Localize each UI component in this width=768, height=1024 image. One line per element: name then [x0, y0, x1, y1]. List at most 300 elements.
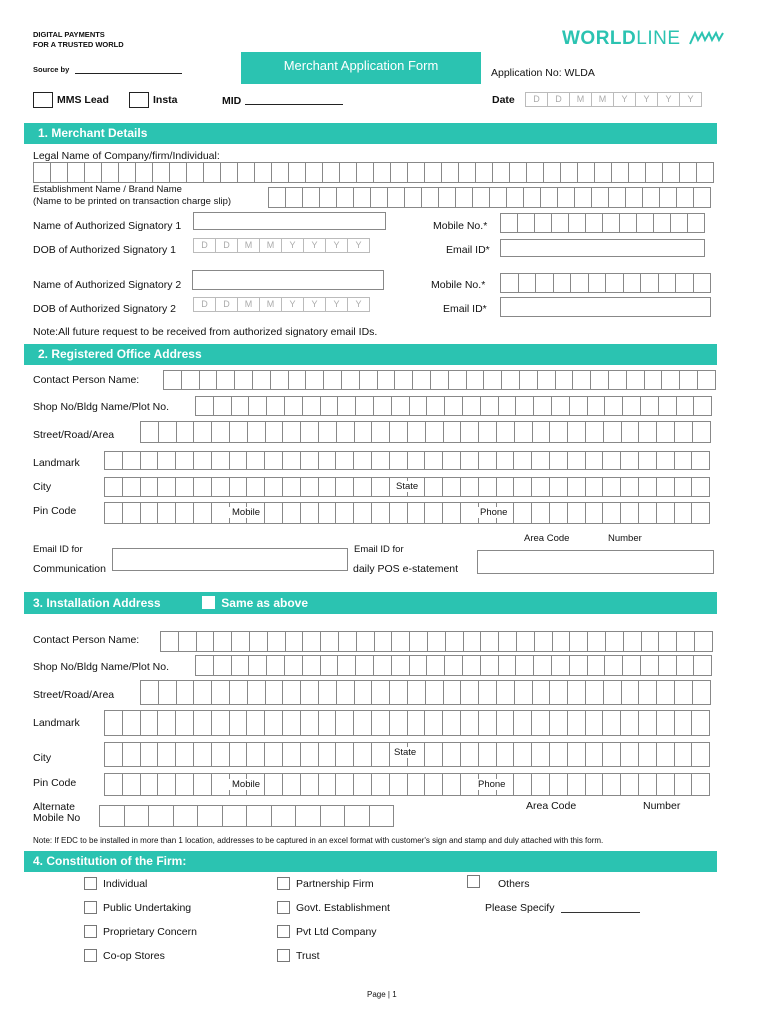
input-cell[interactable] [123, 477, 141, 497]
input-cell[interactable] [657, 421, 675, 443]
input-cell[interactable] [645, 370, 663, 390]
input-cell[interactable] [425, 477, 443, 497]
input-cell[interactable] [473, 187, 490, 208]
input-cell[interactable] [605, 655, 623, 676]
input-cell[interactable] [371, 187, 388, 208]
input-cell[interactable] [303, 187, 320, 208]
input-cell[interactable] [643, 187, 660, 208]
reg-landmark-grid[interactable] [104, 451, 710, 470]
input-cell[interactable] [390, 421, 408, 443]
input-cell[interactable] [514, 710, 532, 736]
input-cell[interactable] [680, 370, 698, 390]
input-cell[interactable] [586, 421, 604, 443]
input-cell[interactable] [301, 710, 319, 736]
input-cell[interactable] [141, 451, 159, 470]
input-cell[interactable] [105, 742, 123, 767]
input-cell[interactable] [177, 421, 195, 443]
input-cell[interactable] [657, 502, 675, 524]
input-cell[interactable] [408, 773, 426, 796]
input-cell[interactable] [479, 421, 497, 443]
input-cell[interactable] [123, 710, 141, 736]
input-cell[interactable] [694, 187, 711, 208]
input-cell[interactable] [688, 213, 705, 233]
input-cell[interactable] [34, 162, 51, 183]
input-cell[interactable] [571, 273, 589, 293]
input-cell[interactable] [141, 710, 159, 736]
input-cell[interactable] [456, 187, 473, 208]
input-cell[interactable] [125, 805, 150, 827]
input-cell[interactable] [303, 396, 321, 416]
input-cell[interactable] [642, 631, 660, 652]
input-cell[interactable] [374, 162, 391, 183]
input-cell[interactable] [675, 680, 693, 705]
input-cell[interactable] [324, 370, 342, 390]
input-cell[interactable] [588, 631, 606, 652]
input-cell[interactable] [301, 451, 319, 470]
input-cell[interactable] [336, 742, 354, 767]
input-cell[interactable] [479, 477, 497, 497]
input-cell[interactable] [283, 451, 301, 470]
input-cell[interactable] [497, 477, 515, 497]
input-cell[interactable] [161, 631, 179, 652]
input-cell[interactable] [230, 421, 248, 443]
input-cell[interactable] [250, 631, 268, 652]
input-cell[interactable] [698, 370, 716, 390]
input-cell[interactable] [187, 162, 204, 183]
auth2-email-field[interactable] [500, 297, 711, 317]
input-cell[interactable] [603, 502, 621, 524]
input-cell[interactable] [303, 631, 321, 652]
input-cell[interactable] [675, 477, 693, 497]
input-cell[interactable] [141, 773, 159, 796]
input-cell[interactable] [390, 502, 408, 524]
reg-street-grid[interactable] [140, 421, 711, 443]
auth-signatory-1-field[interactable] [193, 212, 386, 230]
input-cell[interactable] [408, 680, 426, 705]
reg-email-communication-field[interactable] [112, 548, 348, 571]
input-cell[interactable] [676, 273, 694, 293]
input-cell[interactable] [621, 710, 639, 736]
input-cell[interactable] [621, 477, 639, 497]
input-cell[interactable] [410, 631, 428, 652]
input-cell[interactable] [609, 370, 627, 390]
input-cell[interactable] [170, 162, 187, 183]
input-cell[interactable] [444, 680, 462, 705]
dob-2-grid[interactable]: D D M M Y Y Y Y [193, 297, 370, 312]
input-cell[interactable] [194, 502, 212, 524]
input-cell[interactable] [445, 396, 463, 416]
input-cell[interactable] [552, 655, 570, 676]
input-cell[interactable] [336, 773, 354, 796]
input-cell[interactable] [532, 742, 550, 767]
input-cell[interactable] [159, 680, 177, 705]
input-cell[interactable] [194, 421, 212, 443]
input-cell[interactable] [463, 396, 481, 416]
input-cell[interactable] [624, 631, 642, 652]
input-cell[interactable] [265, 502, 283, 524]
input-cell[interactable] [675, 773, 693, 796]
input-cell[interactable] [558, 187, 575, 208]
input-cell[interactable] [356, 396, 374, 416]
input-cell[interactable] [230, 710, 248, 736]
input-cell[interactable] [105, 451, 123, 470]
input-cell[interactable] [249, 655, 267, 676]
input-cell[interactable] [606, 273, 624, 293]
input-cell[interactable] [629, 162, 646, 183]
input-cell[interactable] [306, 162, 323, 183]
ins-contact-grid[interactable] [160, 631, 713, 652]
input-cell[interactable] [463, 655, 481, 676]
input-cell[interactable] [694, 273, 712, 293]
input-cell[interactable] [675, 421, 693, 443]
input-cell[interactable] [408, 710, 426, 736]
input-cell[interactable] [372, 680, 390, 705]
input-cell[interactable] [586, 502, 604, 524]
input-cell[interactable] [212, 502, 230, 524]
input-cell[interactable] [158, 710, 176, 736]
input-cell[interactable] [232, 631, 250, 652]
input-cell[interactable] [569, 213, 586, 233]
input-cell[interactable] [176, 477, 194, 497]
input-cell[interactable] [177, 680, 195, 705]
input-cell[interactable] [123, 502, 141, 524]
input-cell[interactable] [141, 477, 159, 497]
input-cell[interactable] [459, 162, 476, 183]
legal-name-grid[interactable] [33, 162, 714, 183]
input-cell[interactable] [390, 451, 408, 470]
input-cell[interactable] [301, 502, 319, 524]
mms-lead-checkbox[interactable] [33, 92, 53, 108]
input-cell[interactable] [586, 680, 604, 705]
input-cell[interactable] [321, 805, 346, 827]
input-cell[interactable] [425, 451, 443, 470]
input-cell[interactable] [378, 370, 396, 390]
input-cell[interactable] [425, 710, 443, 736]
input-cell[interactable] [196, 396, 214, 416]
input-cell[interactable] [340, 162, 357, 183]
input-cell[interactable] [552, 213, 569, 233]
input-cell[interactable] [544, 162, 561, 183]
input-cell[interactable] [355, 421, 373, 443]
input-cell[interactable] [657, 773, 675, 796]
date-grid[interactable]: D D M M Y Y Y Y [525, 92, 702, 107]
input-cell[interactable] [372, 773, 390, 796]
input-cell[interactable] [212, 710, 230, 736]
input-cell[interactable] [659, 273, 677, 293]
input-cell[interactable] [85, 162, 102, 183]
input-cell[interactable] [461, 451, 479, 470]
input-cell[interactable] [568, 710, 586, 736]
auth-signatory-2-field[interactable] [192, 270, 384, 290]
input-cell[interactable] [443, 451, 461, 470]
input-cell[interactable] [425, 742, 443, 767]
input-cell[interactable] [499, 631, 517, 652]
auth2-mobile-grid[interactable] [500, 273, 711, 293]
input-cell[interactable] [692, 710, 710, 736]
input-cell[interactable] [283, 710, 301, 736]
input-cell[interactable] [321, 655, 339, 676]
input-cell[interactable] [479, 710, 497, 736]
input-cell[interactable] [119, 162, 136, 183]
input-cell[interactable] [285, 396, 303, 416]
input-cell[interactable] [589, 273, 607, 293]
input-cell[interactable] [476, 162, 493, 183]
input-cell[interactable] [204, 162, 221, 183]
input-cell[interactable] [550, 421, 568, 443]
input-cell[interactable] [481, 655, 499, 676]
input-cell[interactable] [425, 773, 443, 796]
input-cell[interactable] [621, 773, 639, 796]
input-cell[interactable] [217, 370, 235, 390]
public-undertaking-checkbox[interactable] [84, 901, 97, 914]
input-cell[interactable] [586, 477, 604, 497]
ins-landmark-grid[interactable] [104, 710, 710, 736]
input-cell[interactable] [338, 655, 356, 676]
input-cell[interactable] [336, 710, 354, 736]
input-cell[interactable] [372, 421, 390, 443]
input-cell[interactable] [339, 631, 357, 652]
input-cell[interactable] [443, 502, 461, 524]
input-cell[interactable] [360, 370, 378, 390]
input-cell[interactable] [677, 396, 695, 416]
input-cell[interactable] [319, 502, 337, 524]
input-cell[interactable] [176, 502, 194, 524]
input-cell[interactable] [141, 742, 159, 767]
input-cell[interactable] [532, 710, 550, 736]
input-cell[interactable] [323, 162, 340, 183]
input-cell[interactable] [570, 631, 588, 652]
input-cell[interactable] [357, 162, 374, 183]
input-cell[interactable] [100, 805, 125, 827]
input-cell[interactable] [481, 631, 499, 652]
input-cell[interactable] [345, 805, 370, 827]
input-cell[interactable] [479, 680, 497, 705]
input-cell[interactable] [390, 680, 408, 705]
insta-checkbox[interactable] [129, 92, 149, 108]
input-cell[interactable] [269, 187, 286, 208]
input-cell[interactable] [214, 655, 232, 676]
input-cell[interactable] [159, 421, 177, 443]
input-cell[interactable] [289, 370, 307, 390]
input-cell[interactable] [586, 773, 604, 796]
input-cell[interactable] [301, 773, 319, 796]
input-cell[interactable] [443, 773, 461, 796]
input-cell[interactable] [497, 680, 515, 705]
input-cell[interactable] [657, 680, 675, 705]
input-cell[interactable] [319, 477, 337, 497]
input-cell[interactable] [657, 477, 675, 497]
input-cell[interactable] [499, 655, 517, 676]
coop-stores-checkbox[interactable] [84, 949, 97, 962]
input-cell[interactable] [196, 655, 214, 676]
input-cell[interactable] [194, 477, 212, 497]
input-cell[interactable] [561, 162, 578, 183]
input-cell[interactable] [372, 477, 390, 497]
input-cell[interactable] [501, 273, 519, 293]
input-cell[interactable] [408, 451, 426, 470]
input-cell[interactable] [517, 631, 535, 652]
input-cell[interactable] [490, 187, 507, 208]
pvt-ltd-checkbox[interactable] [277, 925, 290, 938]
input-cell[interactable] [221, 162, 238, 183]
input-cell[interactable] [388, 187, 405, 208]
input-cell[interactable] [553, 631, 571, 652]
input-cell[interactable] [692, 502, 710, 524]
input-cell[interactable] [182, 370, 200, 390]
input-cell[interactable] [439, 187, 456, 208]
input-cell[interactable] [374, 396, 392, 416]
input-cell[interactable] [265, 773, 283, 796]
input-cell[interactable] [408, 502, 426, 524]
input-cell[interactable] [514, 742, 532, 767]
input-cell[interactable] [194, 680, 212, 705]
input-cell[interactable] [693, 680, 711, 705]
input-cell[interactable] [321, 631, 339, 652]
input-cell[interactable] [603, 213, 620, 233]
input-cell[interactable] [141, 421, 159, 443]
input-cell[interactable] [444, 421, 462, 443]
input-cell[interactable] [514, 773, 532, 796]
input-cell[interactable] [247, 805, 272, 827]
input-cell[interactable] [621, 451, 639, 470]
input-cell[interactable] [641, 396, 659, 416]
input-cell[interactable] [662, 370, 680, 390]
input-cell[interactable] [479, 742, 497, 767]
input-cell[interactable] [461, 680, 479, 705]
input-cell[interactable] [586, 710, 604, 736]
input-cell[interactable] [105, 710, 123, 736]
input-cell[interactable] [639, 421, 657, 443]
input-cell[interactable] [514, 502, 532, 524]
input-cell[interactable] [232, 396, 250, 416]
input-cell[interactable] [272, 805, 297, 827]
input-cell[interactable] [200, 370, 218, 390]
input-cell[interactable] [212, 477, 230, 497]
input-cell[interactable] [497, 710, 515, 736]
input-cell[interactable] [484, 370, 502, 390]
input-cell[interactable] [283, 742, 301, 767]
input-cell[interactable] [637, 213, 654, 233]
input-cell[interactable] [692, 773, 710, 796]
input-cell[interactable] [337, 421, 355, 443]
input-cell[interactable] [659, 631, 677, 652]
input-cell[interactable] [693, 421, 711, 443]
input-cell[interactable] [570, 655, 588, 676]
input-cell[interactable] [283, 477, 301, 497]
input-cell[interactable] [443, 742, 461, 767]
input-cell[interactable] [336, 451, 354, 470]
input-cell[interactable] [176, 451, 194, 470]
input-cell[interactable] [105, 502, 123, 524]
input-cell[interactable] [194, 742, 212, 767]
trust-checkbox[interactable] [277, 949, 290, 962]
input-cell[interactable] [374, 655, 392, 676]
input-cell[interactable] [141, 680, 159, 705]
input-cell[interactable] [519, 273, 537, 293]
input-cell[interactable] [532, 477, 550, 497]
input-cell[interactable] [663, 162, 680, 183]
input-cell[interactable] [591, 370, 609, 390]
input-cell[interactable] [319, 742, 337, 767]
input-cell[interactable] [301, 421, 319, 443]
auth1-email-field[interactable] [500, 239, 705, 257]
reg-shop-grid[interactable] [195, 396, 712, 416]
same-as-above-checkbox[interactable] [202, 596, 215, 609]
input-cell[interactable] [176, 742, 194, 767]
input-cell[interactable] [626, 187, 643, 208]
input-cell[interactable] [102, 162, 119, 183]
input-cell[interactable] [556, 370, 574, 390]
input-cell[interactable] [586, 451, 604, 470]
input-cell[interactable] [158, 502, 176, 524]
input-cell[interactable] [158, 773, 176, 796]
input-cell[interactable] [212, 680, 230, 705]
input-cell[interactable] [533, 680, 551, 705]
input-cell[interactable] [532, 502, 550, 524]
input-cell[interactable] [266, 421, 284, 443]
input-cell[interactable] [247, 710, 265, 736]
input-cell[interactable] [153, 162, 170, 183]
input-cell[interactable] [247, 451, 265, 470]
input-cell[interactable] [392, 631, 410, 652]
input-cell[interactable] [578, 162, 595, 183]
input-cell[interactable] [214, 631, 232, 652]
input-cell[interactable] [627, 370, 645, 390]
input-cell[interactable] [570, 396, 588, 416]
input-cell[interactable] [431, 370, 449, 390]
input-cell[interactable] [677, 655, 695, 676]
auth1-mobile-grid[interactable] [500, 213, 705, 233]
input-cell[interactable] [395, 370, 413, 390]
input-cell[interactable] [266, 680, 284, 705]
input-cell[interactable] [238, 162, 255, 183]
input-cell[interactable] [592, 187, 609, 208]
input-cell[interactable] [518, 213, 535, 233]
input-cell[interactable] [680, 162, 697, 183]
input-cell[interactable] [515, 680, 533, 705]
input-cell[interactable] [319, 773, 337, 796]
input-cell[interactable] [446, 631, 464, 652]
reg-email-pos-field[interactable] [477, 550, 714, 574]
individual-checkbox[interactable] [84, 877, 97, 890]
input-cell[interactable] [194, 710, 212, 736]
input-cell[interactable] [372, 451, 390, 470]
input-cell[interactable] [230, 742, 248, 767]
input-cell[interactable] [422, 187, 439, 208]
input-cell[interactable] [354, 187, 371, 208]
input-cell[interactable] [694, 655, 712, 676]
input-cell[interactable] [568, 502, 586, 524]
input-cell[interactable] [197, 631, 215, 652]
input-cell[interactable] [443, 710, 461, 736]
ins-alternate-mobile-grid[interactable] [99, 805, 394, 827]
input-cell[interactable] [497, 421, 515, 443]
input-cell[interactable] [68, 162, 85, 183]
input-cell[interactable] [550, 710, 568, 736]
ins-shop-grid[interactable] [195, 655, 712, 676]
input-cell[interactable] [677, 631, 695, 652]
input-cell[interactable] [283, 680, 301, 705]
input-cell[interactable] [639, 502, 657, 524]
input-cell[interactable] [515, 421, 533, 443]
input-cell[interactable] [481, 396, 499, 416]
input-cell[interactable] [586, 213, 603, 233]
input-cell[interactable] [568, 742, 586, 767]
input-cell[interactable] [283, 502, 301, 524]
input-cell[interactable] [306, 370, 324, 390]
input-cell[interactable] [194, 773, 212, 796]
input-cell[interactable] [319, 451, 337, 470]
